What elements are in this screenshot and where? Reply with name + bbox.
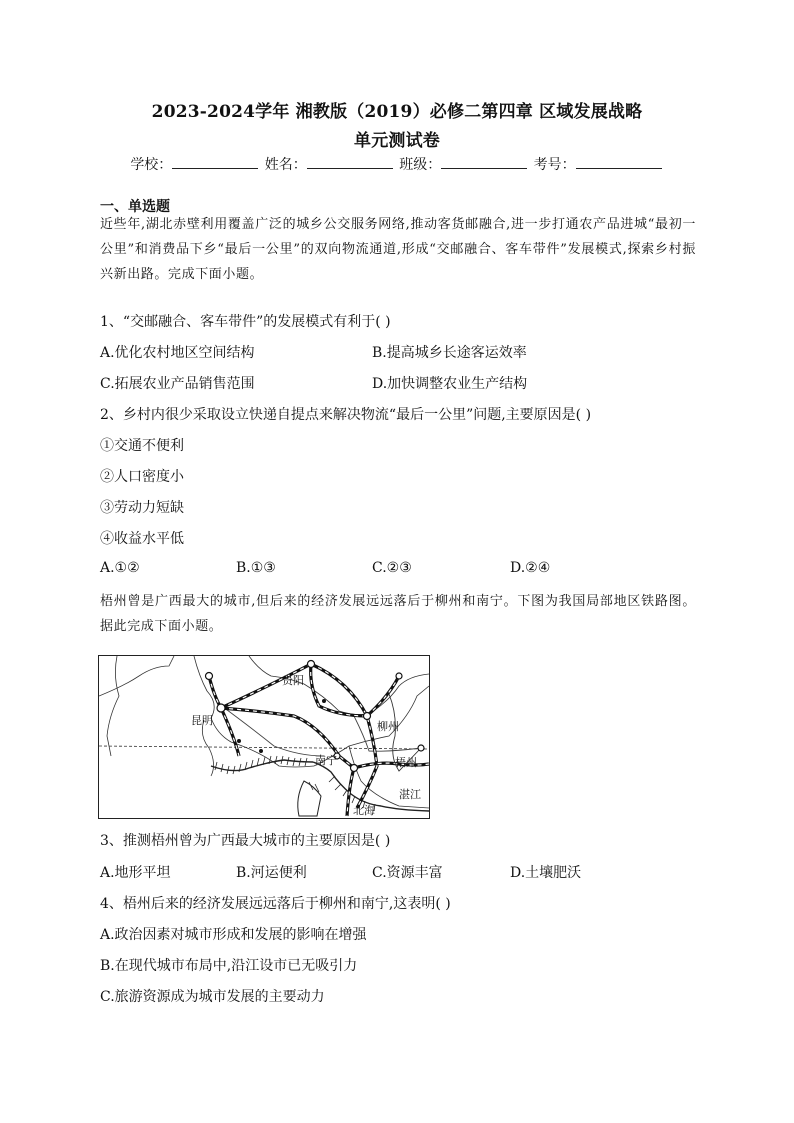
- exam-title: 2023-2024学年 湘教版（2019）必修二第四章 区域发展战略: [151, 102, 643, 122]
- question-1-stem: 1、“交邮融合、客车带件”的发展模式有利于( ): [100, 314, 391, 330]
- q2-item-2: ②人口密度小: [100, 469, 184, 485]
- q2-option-a[interactable]: A.①②: [100, 560, 140, 576]
- q3-option-c[interactable]: C.资源丰富: [372, 865, 443, 881]
- label-kunming: 昆明: [191, 714, 213, 727]
- q2-option-d[interactable]: D.②④: [510, 560, 551, 576]
- label-liuzhou: 柳州: [377, 720, 399, 733]
- label-beihai: 北海: [353, 804, 375, 817]
- coast-peninsula: [298, 781, 321, 816]
- label-wuzhou: 梧州: [395, 756, 417, 769]
- question-4-stem: 4、梧州后来的经济发展远远落后于柳州和南宁,这表明( ): [100, 896, 451, 912]
- class-label: 班级：: [399, 157, 442, 173]
- q2-option-b[interactable]: B.①③: [236, 560, 276, 576]
- class-blank[interactable]: [441, 154, 527, 169]
- q3-option-d[interactable]: D.土壤肥沃: [510, 865, 582, 881]
- label-guiyang: 贵阳: [282, 674, 304, 687]
- section-title: 一、单选题: [100, 199, 170, 215]
- q2-item-4: ④收益水平低: [100, 531, 184, 547]
- label-zhanjiang: 湛江: [399, 788, 421, 801]
- q4-option-c[interactable]: C.旅游资源成为城市发展的主要动力: [100, 989, 325, 1005]
- railway-map: [98, 655, 430, 819]
- passage-1: 近些年,湖北赤壁利用覆盖广泛的城乡公交服务网络,推动客货邮融合,进一步打通农产品进城“最初一公里”和消费品下乡“最后一公里”的双向物流通道,形成“交邮融合、客车带件”发展模式,探索乡村振兴新出路。完成下面小题。: [100, 217, 696, 282]
- q2-item-1: ①交通不便利: [100, 438, 184, 454]
- q3-option-b[interactable]: B.河运便利: [236, 865, 307, 881]
- q4-option-b[interactable]: B.在现代城市布局中,沿江设市已无吸引力: [100, 958, 358, 974]
- school-label: 学校：: [130, 157, 173, 173]
- q3-option-a[interactable]: A.地形平坦: [100, 865, 171, 881]
- name-label: 姓名：: [264, 157, 307, 173]
- exam-number-label: 考号：: [533, 157, 576, 173]
- question-3-stem: 3、推测梧州曾为广西最大城市的主要原因是( ): [100, 833, 391, 849]
- student-info-line: [0, 154, 794, 174]
- passage-2: 梧州曾是广西最大的城市,但后来的经济发展远远落后于柳州和南宁。下图为我国局部地区铁路图。据此完成下面小题。: [100, 594, 696, 634]
- q4-option-a[interactable]: A.政治因素对城市形成和发展的影响在增强: [100, 927, 367, 943]
- tropic-line: [99, 746, 429, 749]
- name-blank[interactable]: [307, 154, 393, 169]
- q1-option-a[interactable]: A.优化农村地区空间结构: [100, 345, 255, 361]
- q2-item-3: ③劳动力短缺: [100, 500, 184, 516]
- exam-subtitle: 单元测试卷: [354, 131, 440, 151]
- q1-option-d[interactable]: D.加快调整农业生产结构: [372, 376, 528, 392]
- question-2-stem: 2、乡村内很少采取设立快递自提点来解决物流“最后一公里”问题,主要原因是( ): [100, 407, 592, 423]
- school-blank[interactable]: [172, 154, 258, 169]
- q1-option-b[interactable]: B.提高城乡长途客运效率: [372, 345, 527, 361]
- q2-option-c[interactable]: C.②③: [372, 560, 412, 576]
- label-nanning: 南宁: [315, 754, 337, 767]
- exam-number-blank[interactable]: [576, 154, 662, 169]
- q1-option-c[interactable]: C.拓展农业产品销售范围: [100, 376, 255, 392]
